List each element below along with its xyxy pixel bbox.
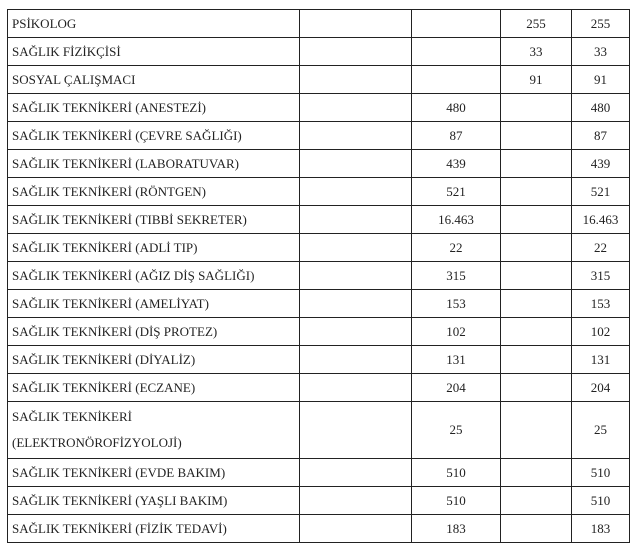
count-col-2: 521 xyxy=(412,178,501,206)
total-count: 439 xyxy=(572,150,630,178)
position-name: SAĞLIK TEKNİKERİ (ÇEVRE SAĞLIĞI) xyxy=(8,122,300,150)
position-name xyxy=(8,402,300,459)
count-col-1 xyxy=(300,150,412,178)
count-col-2: 16.463 xyxy=(412,206,501,234)
count-col-3: 33 xyxy=(501,38,572,66)
count-col-2: 102 xyxy=(412,318,501,346)
count-col-2: 22 xyxy=(412,234,501,262)
table-row xyxy=(8,374,630,402)
table-row xyxy=(8,402,630,459)
count-col-3 xyxy=(501,515,572,543)
total-count: 480 xyxy=(572,94,630,122)
position-name: SAĞLIK TEKNİKERİ (TIBBİ SEKRETER) xyxy=(8,206,300,234)
table-row xyxy=(8,206,630,234)
total-count: 510 xyxy=(572,487,630,515)
table-row xyxy=(8,150,630,178)
table-row xyxy=(8,178,630,206)
position-name: SAĞLIK TEKNİKERİ (ADLİ TIP) xyxy=(8,234,300,262)
table-row xyxy=(8,515,630,543)
count-col-1 xyxy=(300,122,412,150)
total-count: 22 xyxy=(572,234,630,262)
count-col-3 xyxy=(501,178,572,206)
count-col-3 xyxy=(501,290,572,318)
total-count: 16.463 xyxy=(572,206,630,234)
table-row xyxy=(8,346,630,374)
count-col-1 xyxy=(300,374,412,402)
position-name-line: (ELEKTRONÖROFİZYOLOJİ) xyxy=(12,435,182,450)
table-row xyxy=(8,10,630,38)
count-col-2: 510 xyxy=(412,459,501,487)
count-col-1 xyxy=(300,346,412,374)
total-count: 33 xyxy=(572,38,630,66)
position-name: SAĞLIK TEKNİKERİ (LABORATUVAR) xyxy=(8,150,300,178)
table-row xyxy=(8,487,630,515)
count-col-1 xyxy=(300,262,412,290)
count-col-3 xyxy=(501,122,572,150)
count-col-1 xyxy=(300,234,412,262)
position-name: SAĞLIK TEKNİKERİ (ANESTEZİ) xyxy=(8,94,300,122)
count-col-3 xyxy=(501,94,572,122)
count-col-3 xyxy=(501,374,572,402)
table-row xyxy=(8,262,630,290)
count-col-3 xyxy=(501,346,572,374)
table-row xyxy=(8,38,630,66)
position-name: SAĞLIK TEKNİKERİ (FİZİK TEDAVİ) xyxy=(8,515,300,543)
count-col-1 xyxy=(300,94,412,122)
count-col-3 xyxy=(501,487,572,515)
count-col-3 xyxy=(501,262,572,290)
count-col-2: 87 xyxy=(412,122,501,150)
count-col-1 xyxy=(300,38,412,66)
total-count: 131 xyxy=(572,346,630,374)
table-row xyxy=(8,234,630,262)
count-col-3 xyxy=(501,150,572,178)
count-col-3: 255 xyxy=(501,10,572,38)
position-name: SAĞLIK TEKNİKERİ (DİYALİZ) xyxy=(8,346,300,374)
count-col-2: 439 xyxy=(412,150,501,178)
table-row xyxy=(8,94,630,122)
count-col-2: 315 xyxy=(412,262,501,290)
total-count: 87 xyxy=(572,122,630,150)
count-col-2: 153 xyxy=(412,290,501,318)
count-col-1 xyxy=(300,402,412,459)
position-name-line: SAĞLIK TEKNİKERİ xyxy=(12,409,132,424)
table-row xyxy=(8,459,630,487)
count-col-1 xyxy=(300,487,412,515)
count-col-2: 183 xyxy=(412,515,501,543)
count-col-2: 131 xyxy=(412,346,501,374)
position-name: PSİKOLOG xyxy=(8,10,300,38)
total-count: 102 xyxy=(572,318,630,346)
position-name: SAĞLIK TEKNİKERİ (EVDE BAKIM) xyxy=(8,459,300,487)
count-col-1 xyxy=(300,318,412,346)
count-col-3 xyxy=(501,206,572,234)
count-col-1 xyxy=(300,459,412,487)
total-count: 25 xyxy=(572,402,630,459)
count-col-1 xyxy=(300,290,412,318)
position-name: SAĞLIK FİZİKÇİSİ xyxy=(8,38,300,66)
position-name: SAĞLIK TEKNİKERİ (AMELİYAT) xyxy=(8,290,300,318)
total-count: 315 xyxy=(572,262,630,290)
table-row xyxy=(8,290,630,318)
total-count: 183 xyxy=(572,515,630,543)
count-col-1 xyxy=(300,10,412,38)
total-count: 204 xyxy=(572,374,630,402)
count-col-2: 480 xyxy=(412,94,501,122)
position-name: SOSYAL ÇALIŞMACI xyxy=(8,66,300,94)
position-name: SAĞLIK TEKNİKERİ (AĞIZ DİŞ SAĞLIĞI) xyxy=(8,262,300,290)
total-count: 255 xyxy=(572,10,630,38)
count-col-3: 91 xyxy=(501,66,572,94)
count-col-2: 25 xyxy=(412,402,501,459)
position-name: SAĞLIK TEKNİKERİ (YAŞLI BAKIM) xyxy=(8,487,300,515)
count-col-2: 204 xyxy=(412,374,501,402)
total-count: 521 xyxy=(572,178,630,206)
table-row xyxy=(8,122,630,150)
count-col-1 xyxy=(300,178,412,206)
position-name: SAĞLIK TEKNİKERİ (DİŞ PROTEZ) xyxy=(8,318,300,346)
position-name: SAĞLIK TEKNİKERİ (ECZANE) xyxy=(8,374,300,402)
total-count: 153 xyxy=(572,290,630,318)
total-count: 91 xyxy=(572,66,630,94)
staff-table xyxy=(7,9,630,543)
count-col-2: 510 xyxy=(412,487,501,515)
position-name: SAĞLIK TEKNİKERİ (RÖNTGEN) xyxy=(8,178,300,206)
total-count: 510 xyxy=(572,459,630,487)
table-row xyxy=(8,318,630,346)
count-col-3 xyxy=(501,459,572,487)
count-col-2 xyxy=(412,38,501,66)
count-col-2 xyxy=(412,10,501,38)
count-col-3 xyxy=(501,402,572,459)
table-row xyxy=(8,66,630,94)
count-col-1 xyxy=(300,515,412,543)
count-col-3 xyxy=(501,318,572,346)
count-col-2 xyxy=(412,66,501,94)
count-col-3 xyxy=(501,234,572,262)
count-col-1 xyxy=(300,206,412,234)
count-col-1 xyxy=(300,66,412,94)
